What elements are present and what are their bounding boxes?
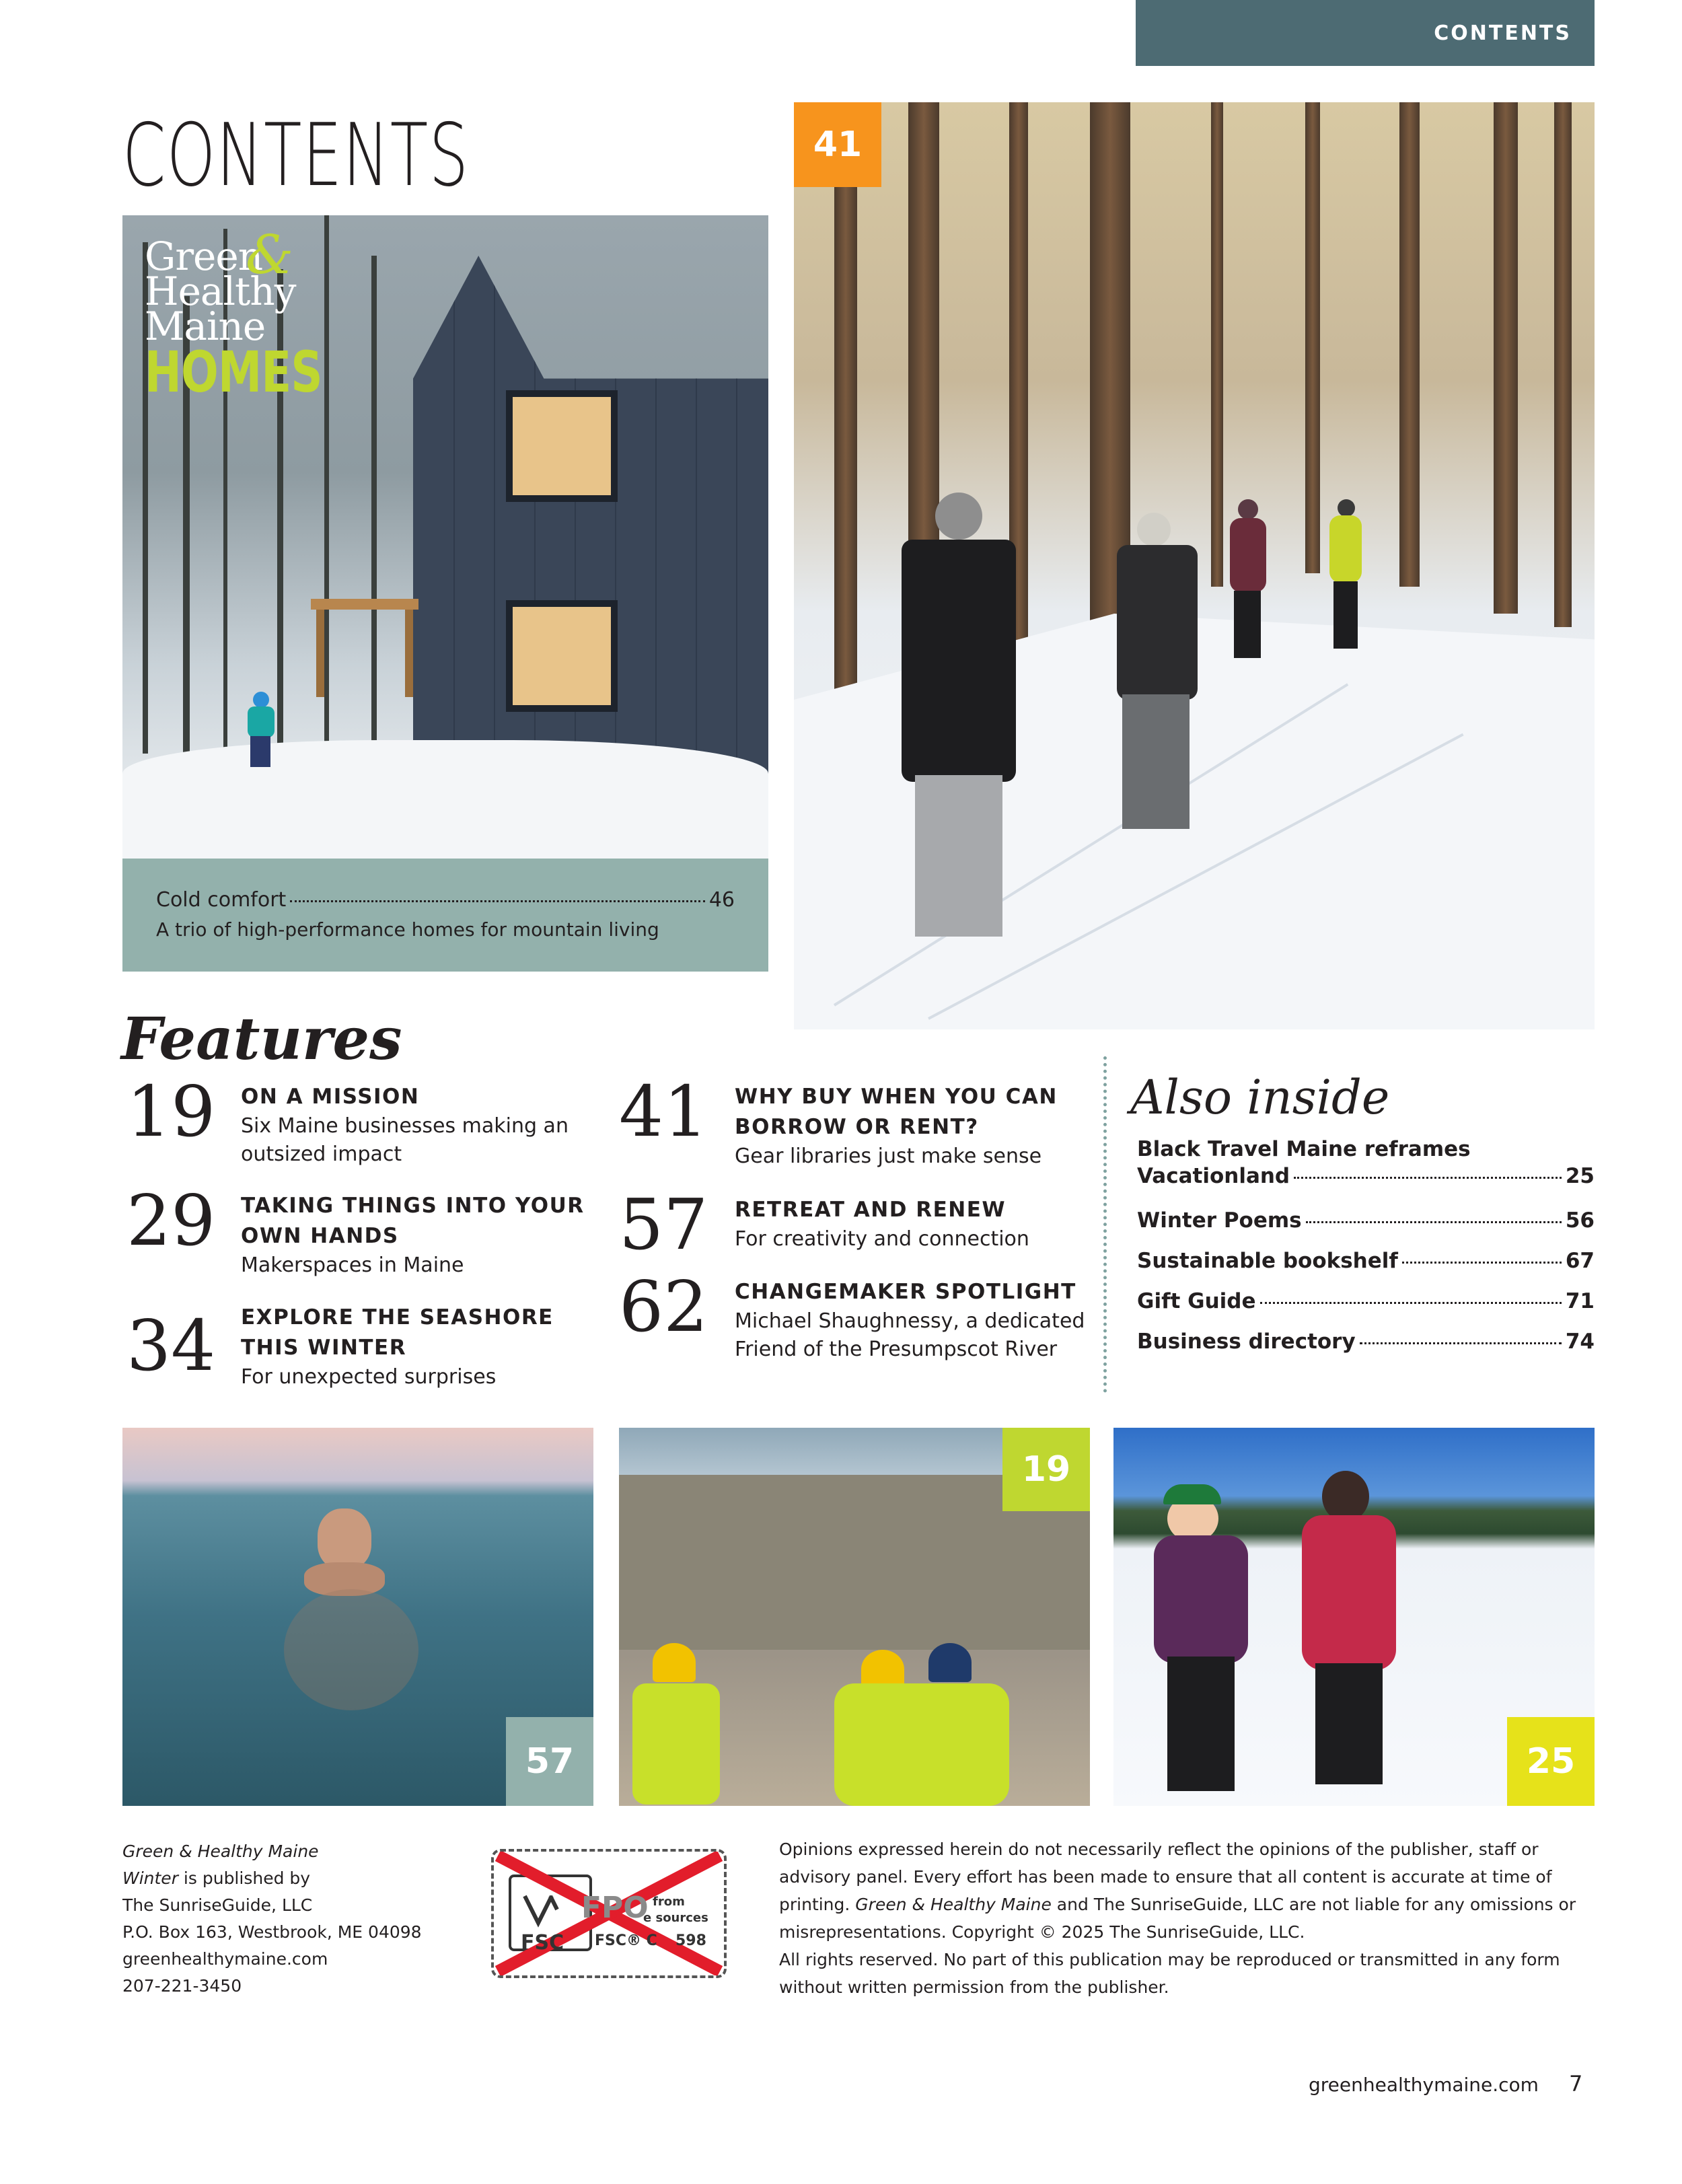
- also-inside-page: 74: [1565, 1330, 1595, 1354]
- also-inside-item[interactable]: [1137, 1289, 1595, 1313]
- feature-title: BORROW OR RENT?: [735, 1114, 979, 1139]
- feature-number: 19: [126, 1070, 216, 1153]
- also-inside-page: 25: [1565, 1164, 1595, 1188]
- publisher-phone[interactable]: 207-221-3450: [122, 1976, 242, 1996]
- fsc-placeholder-logo: [491, 1849, 727, 1978]
- fsc-mark: FSC: [521, 1931, 564, 1955]
- page-badge-41: 41: [794, 102, 881, 187]
- publisher-website[interactable]: greenhealthymaine.com: [122, 1949, 328, 1969]
- also-inside-page: 56: [1565, 1208, 1595, 1233]
- fpo-label: FPO: [581, 1891, 649, 1925]
- cover-caption-desc: A trio of high-performance homes for mountain living: [156, 918, 659, 941]
- skier-backpack: [1103, 513, 1211, 863]
- also-inside-label: Black Travel Maine reframes: [1137, 1137, 1471, 1161]
- cover-caption: [122, 859, 768, 972]
- fsc-text: e sources: [643, 1911, 708, 1925]
- also-inside-item[interactable]: [1137, 1137, 1595, 1188]
- skier-figure: [242, 686, 279, 767]
- feature-number: 57: [619, 1184, 708, 1266]
- feature-title: RETREAT AND RENEW: [735, 1198, 1007, 1222]
- features-heading: Features: [121, 1005, 402, 1073]
- feature-desc: Makerspaces in Maine: [241, 1253, 464, 1277]
- page-title: CONTENTS: [122, 106, 470, 206]
- disclaimer-text: Green & Healthy Maine: [855, 1895, 1052, 1914]
- feature-title: ON A MISSION: [241, 1085, 420, 1109]
- feature-number: 29: [126, 1179, 216, 1262]
- skier-black-coat: [875, 493, 1036, 990]
- footer-website[interactable]: greenhealthymaine.com: [1309, 2074, 1539, 2096]
- also-inside-item[interactable]: [1137, 1249, 1595, 1273]
- feature-item[interactable]: [126, 1070, 569, 1169]
- also-inside-label: Winter Poems: [1137, 1208, 1302, 1233]
- also-inside-page: 67: [1565, 1249, 1595, 1273]
- disclaimer-text: Opinions expressed herein do not necessarily reflect the opinions of the publisher, staff or advisory panel. Every effort has been made to ensure that all content is accurate at time of printing.: [779, 1840, 1552, 1914]
- feature-title: THIS WINTER: [241, 1335, 407, 1360]
- also-inside-page: 71: [1565, 1289, 1595, 1313]
- feature-item[interactable]: [126, 1179, 585, 1280]
- disclaimer-text: All rights reserved. No part of this publication may be reproduced or transmitted in any form without written permission from the publisher.: [779, 1950, 1560, 1997]
- cover-toc-line[interactable]: [156, 888, 735, 912]
- feature-item[interactable]: [619, 1266, 1085, 1364]
- page-badge-19: 19: [1002, 1428, 1090, 1511]
- feature-desc: For creativity and connection: [735, 1227, 1029, 1251]
- publisher-line: Green & Healthy Maine: [122, 1842, 319, 1861]
- skier-distant-1: [1224, 499, 1272, 674]
- page-badge-25: 25: [1507, 1717, 1595, 1806]
- upper-window: [506, 390, 618, 502]
- cover-caption-page: 46: [708, 888, 735, 912]
- also-inside-label: Sustainable bookshelf: [1137, 1249, 1398, 1273]
- also-inside-label: Gift Guide: [1137, 1289, 1256, 1313]
- also-inside-item[interactable]: [1137, 1330, 1595, 1354]
- feature-desc: Michael Shaughnessy, a dedicated: [735, 1309, 1085, 1333]
- publisher-line: Winter: [122, 1868, 178, 1888]
- fsc-text: from: [653, 1895, 685, 1909]
- also-inside-label: Business directory: [1137, 1330, 1356, 1354]
- page-badge-57: 57: [506, 1717, 593, 1806]
- ski-photo[interactable]: [794, 102, 1595, 1029]
- feature-title: CHANGEMAKER SPOTLIGHT: [735, 1280, 1076, 1304]
- green-healthy-maine-homes-logo: Green & Healthy Maine HOMES: [145, 223, 322, 405]
- disclaimer-text: and The SunriseGuide, LLC are not liable for any omissions or misrepresentations. Copyright © 2025 The SunriseGuide, LLC.: [779, 1895, 1576, 1942]
- feature-number: 34: [126, 1305, 216, 1387]
- feature-title: EXPLORE THE SEASHORE: [241, 1305, 554, 1330]
- publisher-info: [122, 1838, 422, 2000]
- fsc-code: 598: [675, 1932, 706, 1949]
- feature-desc: outsized impact: [241, 1142, 402, 1166]
- feature-desc: Six Maine businesses making an: [241, 1114, 569, 1138]
- feature-item[interactable]: [126, 1297, 554, 1391]
- feature-title: OWN HANDS: [241, 1223, 399, 1248]
- lower-window: [506, 600, 618, 712]
- publisher-line: is published by: [178, 1868, 311, 1888]
- cover-caption-title: Cold comfort: [156, 888, 287, 912]
- feature-desc: Friend of the Presumpscot River: [735, 1337, 1058, 1361]
- feature-item[interactable]: [619, 1184, 1029, 1266]
- section-tab: [1136, 0, 1595, 66]
- skier-distant-2: [1325, 499, 1366, 661]
- feature-title: WHY BUY WHEN YOU CAN: [735, 1085, 1058, 1109]
- page-number: 7: [1569, 2071, 1583, 2097]
- publisher-line: The SunriseGuide, LLC: [122, 1895, 313, 1915]
- feature-desc: Gear libraries just make sense: [735, 1144, 1042, 1168]
- feature-item[interactable]: [619, 1070, 1058, 1171]
- section-tab-label: CONTENTS: [1434, 21, 1572, 45]
- also-inside-label: Vacationland: [1137, 1164, 1290, 1188]
- also-inside-item[interactable]: [1137, 1208, 1595, 1233]
- feature-desc: For unexpected surprises: [241, 1364, 497, 1389]
- disclaimer: [779, 1835, 1595, 2001]
- also-inside-heading: Also inside: [1130, 1070, 1390, 1125]
- feature-number: 62: [619, 1266, 708, 1348]
- feature-title: TAKING THINGS INTO YOUR: [241, 1194, 585, 1218]
- column-divider: [1103, 1056, 1107, 1393]
- feature-number: 41: [619, 1070, 708, 1153]
- fsc-code: FSC® C: [595, 1932, 657, 1949]
- publisher-address: P.O. Box 163, Westbrook, ME 04098: [122, 1922, 422, 1942]
